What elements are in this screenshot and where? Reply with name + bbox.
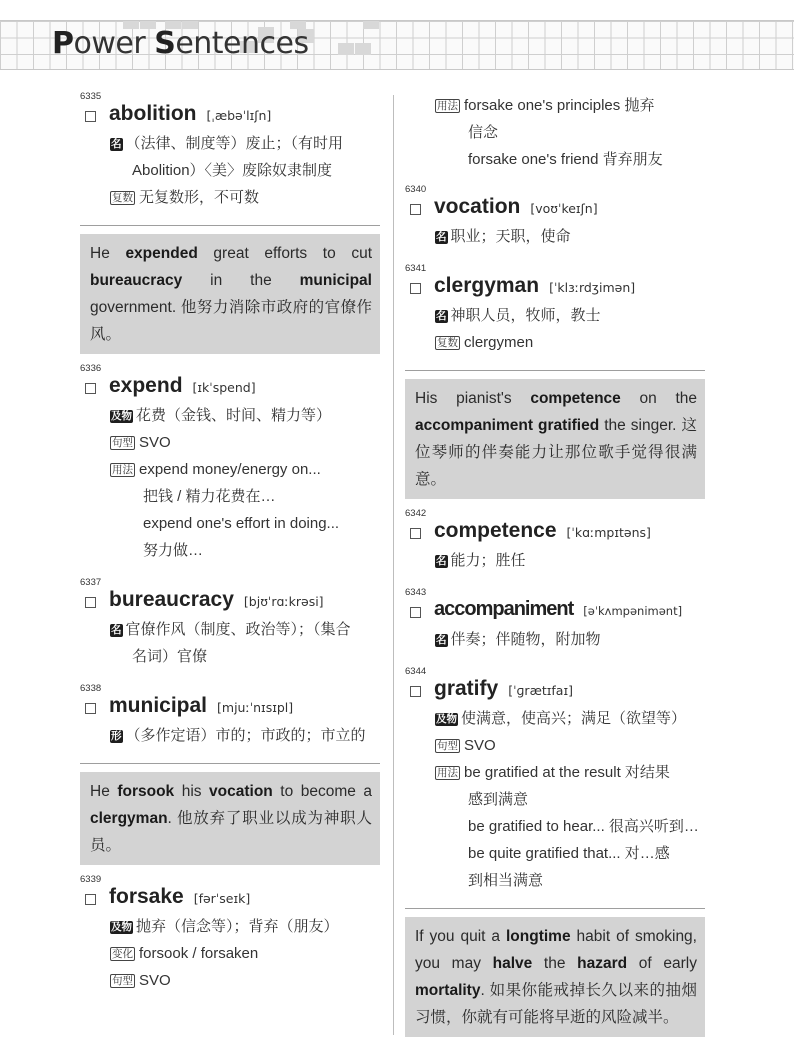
entry-number: 6335	[80, 91, 102, 102]
phonetic: [fərˈseɪk]	[193, 891, 251, 906]
checkbox[interactable]	[85, 703, 96, 714]
example-keyword: mortality	[415, 982, 481, 999]
sense	[110, 616, 380, 670]
tag-inflection-icon: 变化	[112, 948, 133, 960]
phonetic: [ˈkɑːmpɪtəns]	[566, 525, 651, 540]
example-text: habit of smoking, you may	[415, 928, 697, 972]
example-sentence	[80, 234, 380, 354]
entry-number: 6343	[405, 587, 427, 598]
example-text: If you quit a	[415, 928, 506, 945]
sense-text: （多作定语）市的；市政的；市立的	[125, 727, 366, 744]
example-keyword: longtime	[506, 928, 571, 945]
sense-text: 神职人员，牧师，教士	[450, 307, 601, 324]
phonetic: [ɪkˈspend]	[192, 380, 256, 395]
usage-line: forsake one's friend 背弃朋友	[468, 151, 663, 168]
sense-text: clergymen	[464, 334, 534, 351]
phonetic: [mjuːˈnɪsɪpl]	[217, 700, 294, 715]
entry-municipal	[80, 684, 380, 749]
sense-text-cont: Abolition）〈美〉废除奴隶制度	[132, 162, 333, 179]
example-keyword: clergyman	[90, 810, 168, 827]
sense-text: SVO	[139, 434, 171, 451]
entry-gratify	[405, 667, 705, 894]
sense-text: expend money/energy on...	[139, 461, 321, 478]
sense	[110, 456, 380, 564]
sense-text: 无复数形，不可数	[139, 189, 260, 206]
sense	[110, 967, 380, 994]
example-text: great efforts to cut	[197, 245, 372, 262]
tag-usage-icon: 用法	[437, 767, 458, 779]
headword: forsake	[109, 885, 184, 908]
tag-plural-icon: 复数	[112, 192, 133, 204]
tag-usage-icon: 用法	[112, 464, 133, 476]
phonetic: [bjʊˈrɑːkrəsi]	[243, 594, 324, 609]
checkbox[interactable]	[85, 383, 96, 394]
example-text: his	[174, 783, 210, 800]
grid-block	[363, 21, 379, 29]
grid-block	[355, 43, 371, 55]
example-sentence	[405, 379, 705, 499]
tag-noun-icon: 名	[436, 310, 447, 322]
divider	[80, 763, 380, 764]
right-column	[405, 92, 705, 1047]
headword: municipal	[109, 694, 208, 717]
tag-vt-icon: 及物	[111, 410, 132, 422]
phonetic: [ˌæbəˈlɪʃn]	[206, 108, 272, 123]
example-text: of early	[627, 955, 697, 972]
entry-forsake	[80, 875, 380, 994]
headword: bureaucracy	[109, 588, 234, 611]
headword: expend	[109, 374, 183, 397]
sense	[110, 429, 380, 456]
tag-pattern-icon: 句型	[437, 740, 458, 752]
usage-line: be quite gratified that... 对…感	[468, 845, 670, 862]
example-keyword: halve	[492, 955, 533, 972]
sense-text: （法律、制度等）废止；（有时用	[125, 135, 344, 152]
example-keyword: municipal	[299, 272, 372, 289]
divider	[405, 370, 705, 371]
entry-expend	[80, 364, 380, 564]
usage-line: 感到满意	[468, 791, 529, 808]
phonetic: [voʊˈkeɪʃn]	[530, 201, 598, 216]
entry-number: 6339	[80, 874, 102, 885]
headword: accompaniment	[434, 598, 574, 620]
tag-plural-icon: 复数	[437, 337, 458, 349]
checkbox[interactable]	[410, 528, 421, 539]
checkbox[interactable]	[85, 894, 96, 905]
sense-text: SVO	[139, 972, 171, 989]
example-sentence	[80, 772, 380, 865]
entry-competence	[405, 509, 705, 574]
tag-pattern-icon: 句型	[112, 975, 133, 987]
sense-text: 抛弃（信念等）；背弃（朋友）	[136, 918, 339, 935]
sense	[435, 705, 705, 732]
sense	[110, 130, 380, 184]
entry-number: 6344	[405, 666, 427, 677]
example-sentence	[405, 917, 705, 1037]
checkbox[interactable]	[410, 283, 421, 294]
sense-text: 能力；胜任	[450, 552, 526, 569]
entry-number: 6342	[405, 508, 427, 519]
example-keyword: accompaniment	[415, 417, 534, 434]
sense-text: 职业；天职，使命	[450, 228, 571, 245]
sense-text: 使满意，使高兴；满足（欲望等）	[461, 710, 687, 727]
example-text: in the	[182, 272, 300, 289]
example-text: He	[90, 245, 126, 262]
sense	[110, 184, 380, 211]
divider	[405, 908, 705, 909]
sense	[435, 329, 705, 356]
usage-line: expend one's effort in doing...	[143, 515, 340, 532]
phonetic: [ˈklɜːrdʒimən]	[549, 280, 636, 295]
sense-text: 花费（金钱、时间、精力等）	[136, 407, 332, 424]
usage-line: 把钱 / 精力花费在…	[143, 488, 276, 505]
usage-line: 信念	[468, 124, 499, 141]
tag-noun-icon: 名	[436, 231, 447, 243]
forsake-usage-continued	[405, 92, 705, 173]
example-text: . 如果你能戒掉长久以来的抽烟习惯，你就有可能将早逝的风险减半。	[415, 982, 697, 1026]
usage-line: 努力做…	[143, 542, 204, 559]
example-text: the	[532, 955, 578, 972]
headword: clergyman	[434, 274, 540, 297]
tag-noun-icon: 名	[111, 138, 122, 150]
usage-line: be gratified to hear... 很高兴听到…	[468, 818, 699, 835]
tag-usage-icon: 用法	[437, 100, 458, 112]
sense-text-cont: 名词）官僚	[132, 648, 208, 665]
sense	[110, 913, 380, 940]
sense-text: 官僚作风（制度、政治等）；（集合	[125, 621, 351, 638]
divider	[80, 225, 380, 226]
checkbox[interactable]	[85, 111, 96, 122]
sense-text: be gratified at the result 对结果	[464, 764, 670, 781]
headword: competence	[434, 519, 557, 542]
sense	[110, 940, 380, 967]
column-divider	[393, 95, 394, 1035]
sense	[435, 92, 705, 173]
checkbox[interactable]	[410, 686, 421, 697]
page-title	[52, 26, 309, 61]
tag-pattern-icon: 句型	[112, 437, 133, 449]
example-text: to become a	[272, 783, 373, 800]
left-column	[80, 92, 380, 1008]
entry-number: 6340	[405, 184, 427, 195]
entry-clergyman	[405, 264, 705, 356]
tag-adj-icon: 形	[111, 730, 122, 742]
usage-line: 到相当满意	[468, 872, 544, 889]
title-text: entences	[175, 26, 309, 61]
example-keyword: expended	[125, 245, 198, 262]
example-text: He	[90, 783, 118, 800]
sense-text: forsook / forsaken	[139, 945, 259, 962]
sense	[435, 732, 705, 759]
checkbox[interactable]	[410, 204, 421, 215]
tag-noun-icon: 名	[111, 624, 122, 636]
tag-noun-icon: 名	[436, 555, 447, 567]
entry-number: 6337	[80, 577, 102, 588]
phonetic: [ˈɡrætɪfaɪ]	[508, 683, 573, 698]
entry-accompaniment	[405, 588, 705, 653]
grid-block	[338, 43, 354, 55]
title-text: ower	[73, 26, 155, 61]
sense	[435, 547, 705, 574]
sense	[435, 626, 705, 653]
phonetic: [əˈkʌmpənimənt]	[583, 604, 683, 618]
entry-abolition	[80, 92, 380, 211]
example-keyword: competence	[530, 390, 621, 407]
example-text: the singer. 这位琴师的伴奏能力让那位歌手觉得很满意。	[415, 417, 697, 488]
example-keyword: bureaucracy	[90, 272, 183, 289]
entry-number: 6338	[80, 683, 102, 694]
checkbox[interactable]	[85, 597, 96, 608]
sense-text: forsake one's principles 抛弃	[464, 97, 655, 114]
title-initial: P	[52, 26, 74, 61]
example-keyword: vocation	[209, 783, 273, 800]
entry-number: 6341	[405, 263, 427, 274]
checkbox[interactable]	[410, 607, 421, 618]
sense	[110, 402, 380, 429]
sense-text: 伴奏；伴随物，附加物	[450, 631, 601, 648]
example-text: on the	[620, 390, 697, 407]
tag-vt-icon: 及物	[111, 921, 132, 933]
example-keyword: gratified	[538, 417, 600, 434]
entry-number: 6336	[80, 363, 102, 374]
sense	[435, 223, 705, 250]
sense	[110, 722, 380, 749]
example-text: His pianist's	[415, 390, 531, 407]
headword: vocation	[434, 195, 521, 218]
sense	[435, 759, 705, 894]
example-keyword: hazard	[577, 955, 628, 972]
tag-vt-icon: 及物	[436, 713, 457, 725]
example-text: government. 他努力消除市政府的官僚作风。	[90, 299, 372, 343]
example-keyword: forsook	[117, 783, 175, 800]
entry-vocation	[405, 185, 705, 250]
example-text: . 他放弃了职业以成为神职人员。	[90, 810, 372, 854]
headword: gratify	[434, 677, 499, 700]
tag-noun-icon: 名	[436, 634, 447, 646]
sense	[435, 302, 705, 329]
title-initial: S	[154, 26, 176, 61]
entry-bureaucracy	[80, 578, 380, 670]
headword: abolition	[109, 102, 197, 125]
sense-text: SVO	[464, 737, 496, 754]
